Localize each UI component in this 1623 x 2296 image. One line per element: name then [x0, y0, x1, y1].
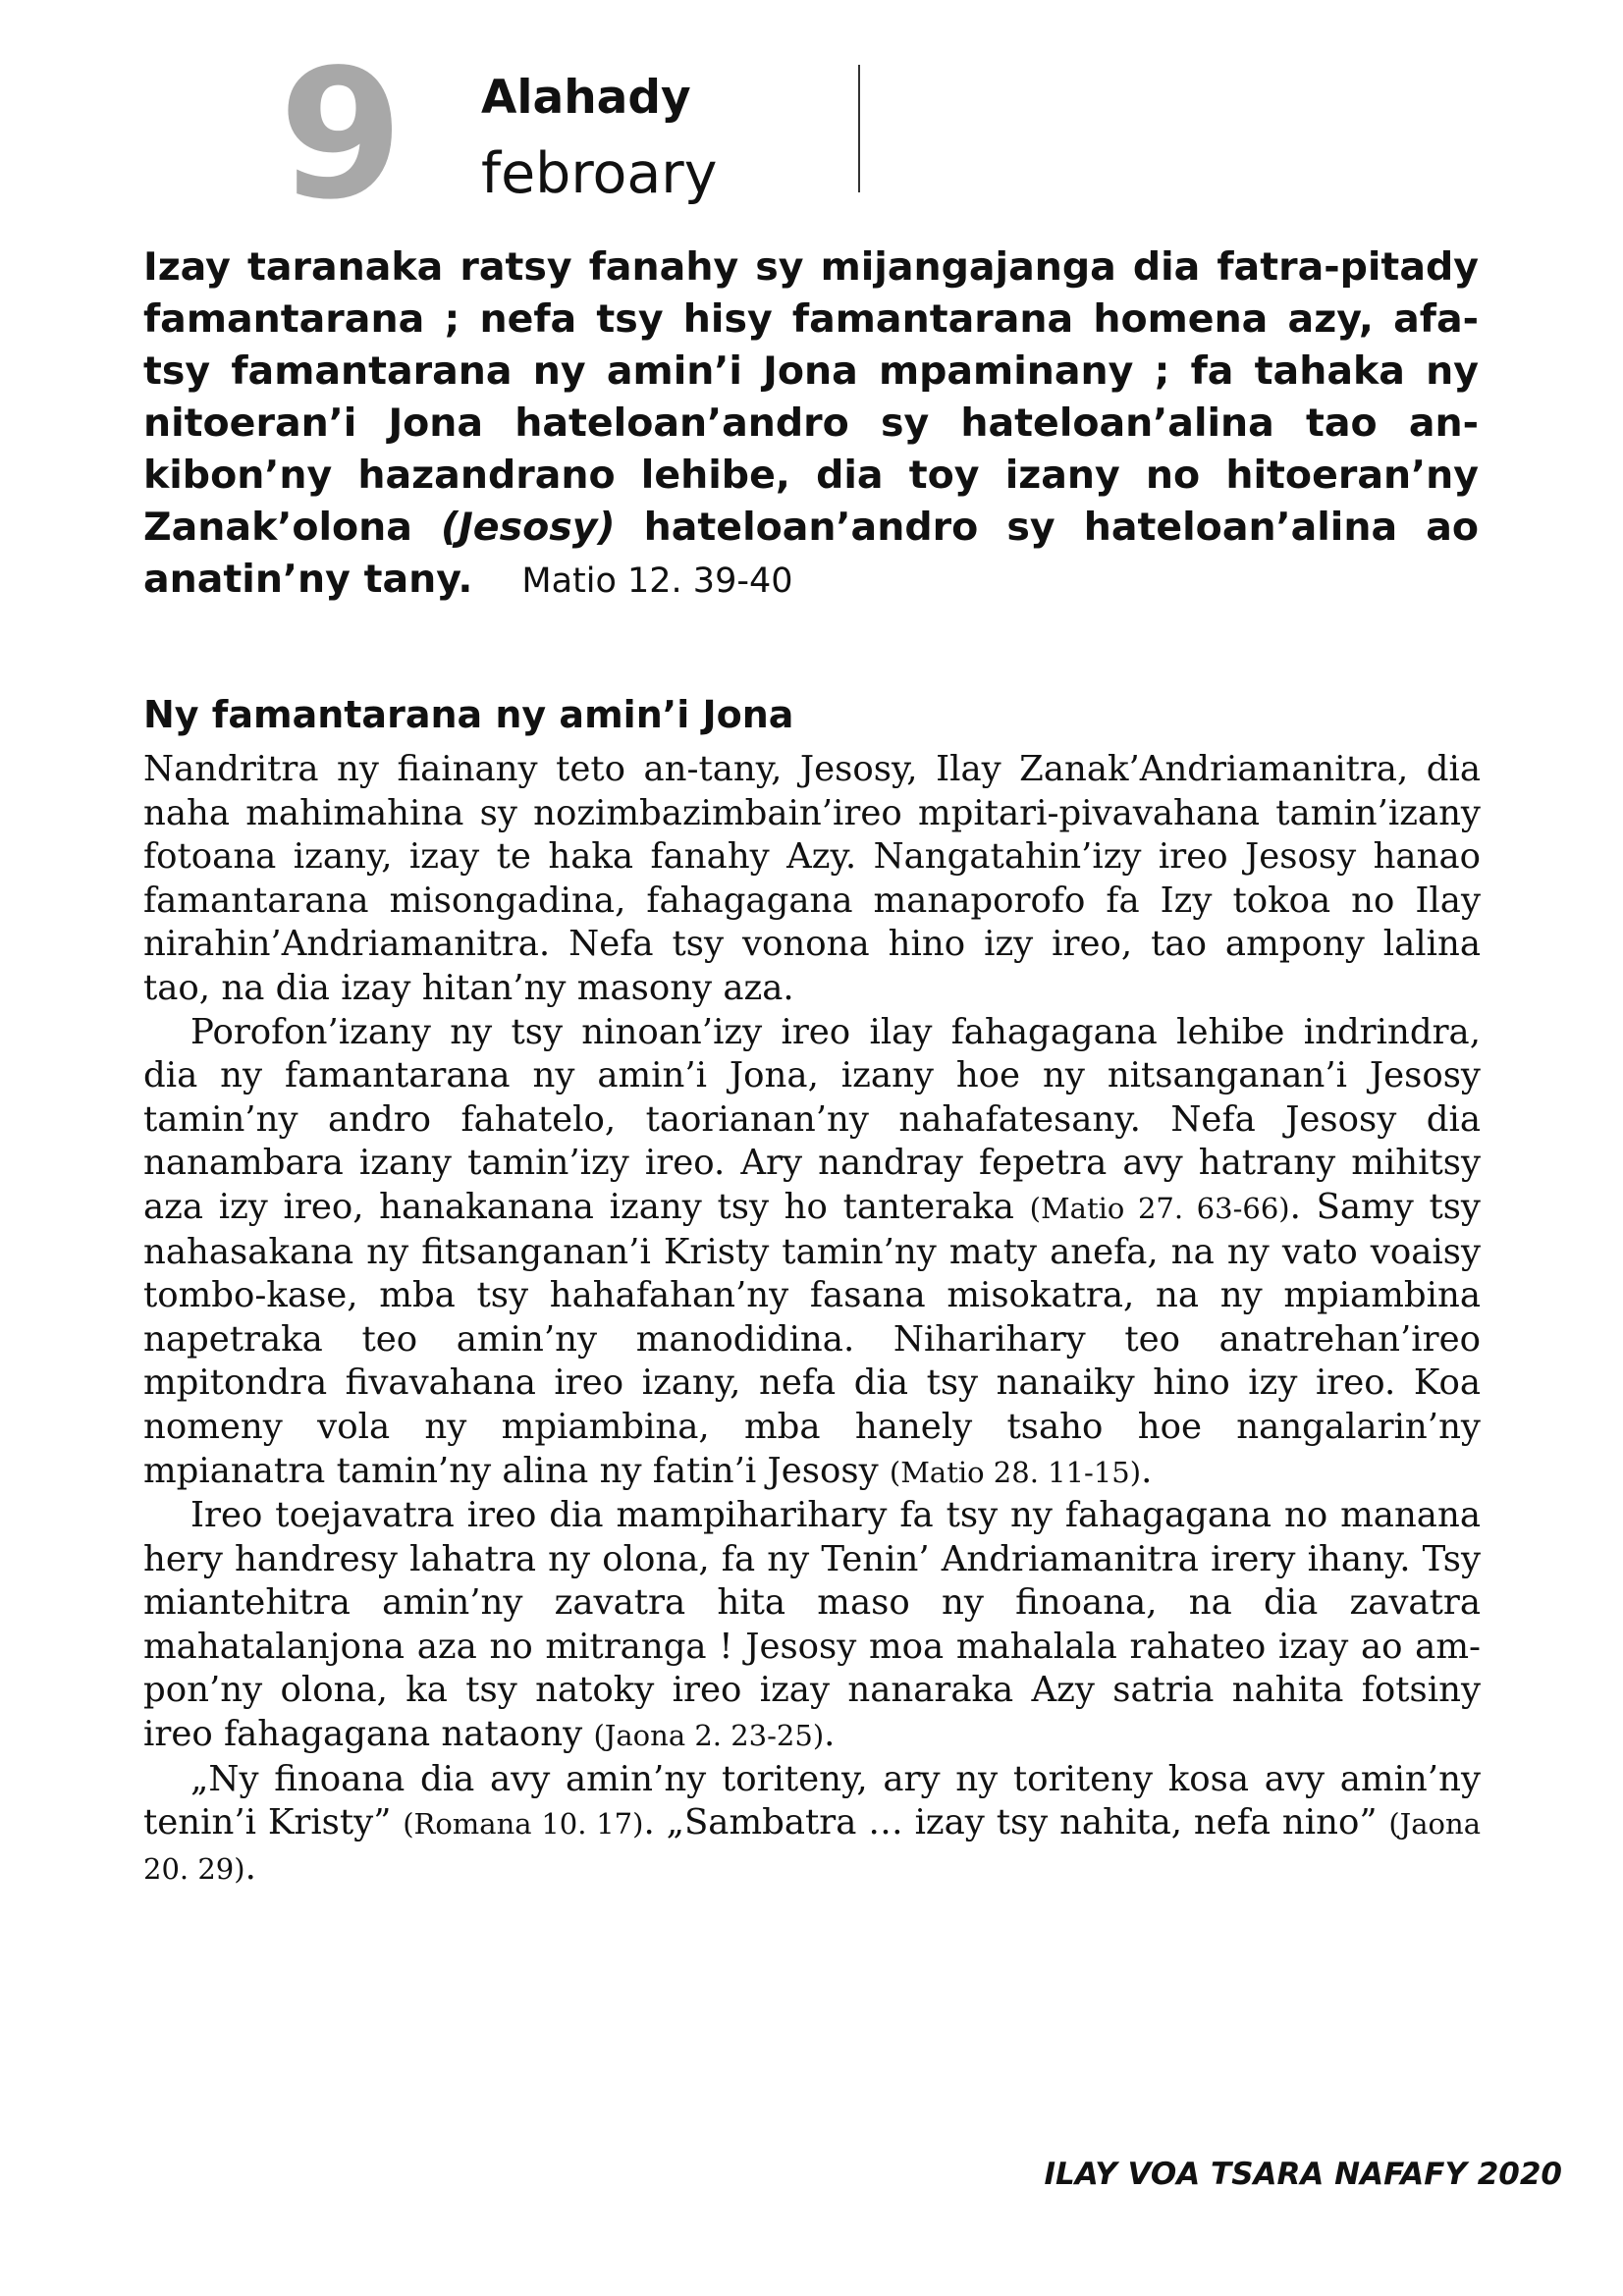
paragraph-text: . Samy tsy nahasakana ny fitsanganan’i Kristy tamin’ny maty anefa, na ny vato voaisy tombo-kase, mba tsy hahafahan’ny fasana misokatra, na ny mpiambina napetraka teo amin’ny manodidina. Niharihary teo anatrehan’ireo mpitondra fivavahana ireo izany, nefa dia tsy nanaiky hino izy ireo. Koa nomeny vola ny mpiambina, mba hanely tsaho hoe nangalarin’ny mpianatra tamin’ny alina ny fatin’i Jesosy	[143, 1186, 1481, 1491]
paragraph-text: Ireo toejavatra ireo dia mampiharihary fa tsy ny fahagagana no manana hery handresy lahatra ny olona, fa ny Tenin’ Andriamanitra irery ihany. Tsy miantehitra amin’ny zavatra hita maso ny finoana, na dia zavatra mahatalanjona aza no mitranga ! Jesosy moa mahalala rahateo izay ao am-pon’ny olona, ka tsy natoky ireo izay nanaraka Azy satria nahita fotsiny ireo fahagagana nataony	[143, 1495, 1481, 1755]
footer-publication: ILAY VOA TSARA NAFAFY 2020	[1044, 2157, 1562, 2192]
day-number: 9	[279, 30, 400, 239]
header-divider	[858, 65, 860, 192]
section-title: Ny famantarana ny amin’i Jona	[143, 693, 794, 736]
verse-italic-name: (Jesosy)	[441, 505, 616, 550]
scripture-citation: (Matio 28. 11-15)	[889, 1455, 1142, 1489]
paragraph-text: „Ny finoana dia avy amin’ny toriteny, ary ny toriteny kosa avy amin’ny tenin’i Kristy”	[143, 1758, 1481, 1843]
paragraph-text: Nandritra ny fiainany teto an-tany, Jesosy, Ilay Zanak’Andriamanitra, dia naha mahimahina sy nozimbazimbain’ireo mpitari-pivavahana tamin’izany fotoana izany, izay te haka fanahy Azy. Nangatahin’izy ireo Jesosy hanao famantarana misongadina, fahagagana manaporofo fa Izy tokoa no Ilay nirahin’Andriamanitra. Nefa tsy vonona hino izy ireo, tao ampony lalina tao, na dia izay hitan’ny masony aza.	[143, 749, 1481, 1008]
verse-reference: Matio 12. 39-40	[521, 561, 793, 601]
scripture-citation: (Jaona 2. 23-25)	[593, 1719, 825, 1753]
body-paragraph	[143, 1494, 1481, 1758]
paragraph-text: .	[824, 1714, 836, 1755]
paragraph-text: Porofon’izany ny tsy ninoan’izy ireo ilay fahagagana lehibe indrindra, dia ny famantarana ny amin’i Jona, izany hoe ny nitsanganan’i Jesosy tamin’ny andro fahatelo, taorianan’ny nahafatesany. Nefa Jesosy dia nanambara izany tamin’izy ireo. Ary nandray fepetra avy hatrany mihitsy aza izy ireo, hanakanana izany tsy ho tanteraka	[143, 1011, 1481, 1227]
scripture-citation: (Jaona 20. 29)	[143, 1807, 1481, 1886]
bible-verse	[143, 241, 1479, 608]
day-name: Alahady	[481, 71, 691, 125]
scripture-citation: (Romana 10. 17)	[403, 1807, 644, 1842]
paragraph-text: . „Sambatra … izay tsy nahita, nefa nino”	[643, 1802, 1389, 1843]
verse-text-part1: Izay taranaka ratsy fanahy sy mijangajanga dia fatra-pitady famantarana ; nefa tsy hisy famantarana homena azy, afa-tsy famantarana ny amin’i Jona mpaminany ; fa tahaka ny nitoeran’i Jona hateloan’andro sy hateloan’alina tao an-kibon’ny hazandrano lehibe, dia toy izany no hitoeran’ny Zanak’olona	[143, 244, 1479, 550]
paragraph-text: .	[244, 1846, 256, 1888]
paragraph-text: .	[1141, 1450, 1153, 1491]
body-paragraph	[143, 1011, 1481, 1495]
body-paragraph	[143, 1758, 1481, 1892]
verse-text-part2: hateloan’andro sy hateloan’alina ao anatin’ny tany.	[143, 505, 1480, 602]
scripture-citation: (Matio 27. 63-66)	[1029, 1191, 1290, 1225]
body-paragraph	[143, 748, 1481, 1011]
devotional-body	[143, 748, 1481, 1891]
month-name: febroary	[481, 141, 718, 206]
